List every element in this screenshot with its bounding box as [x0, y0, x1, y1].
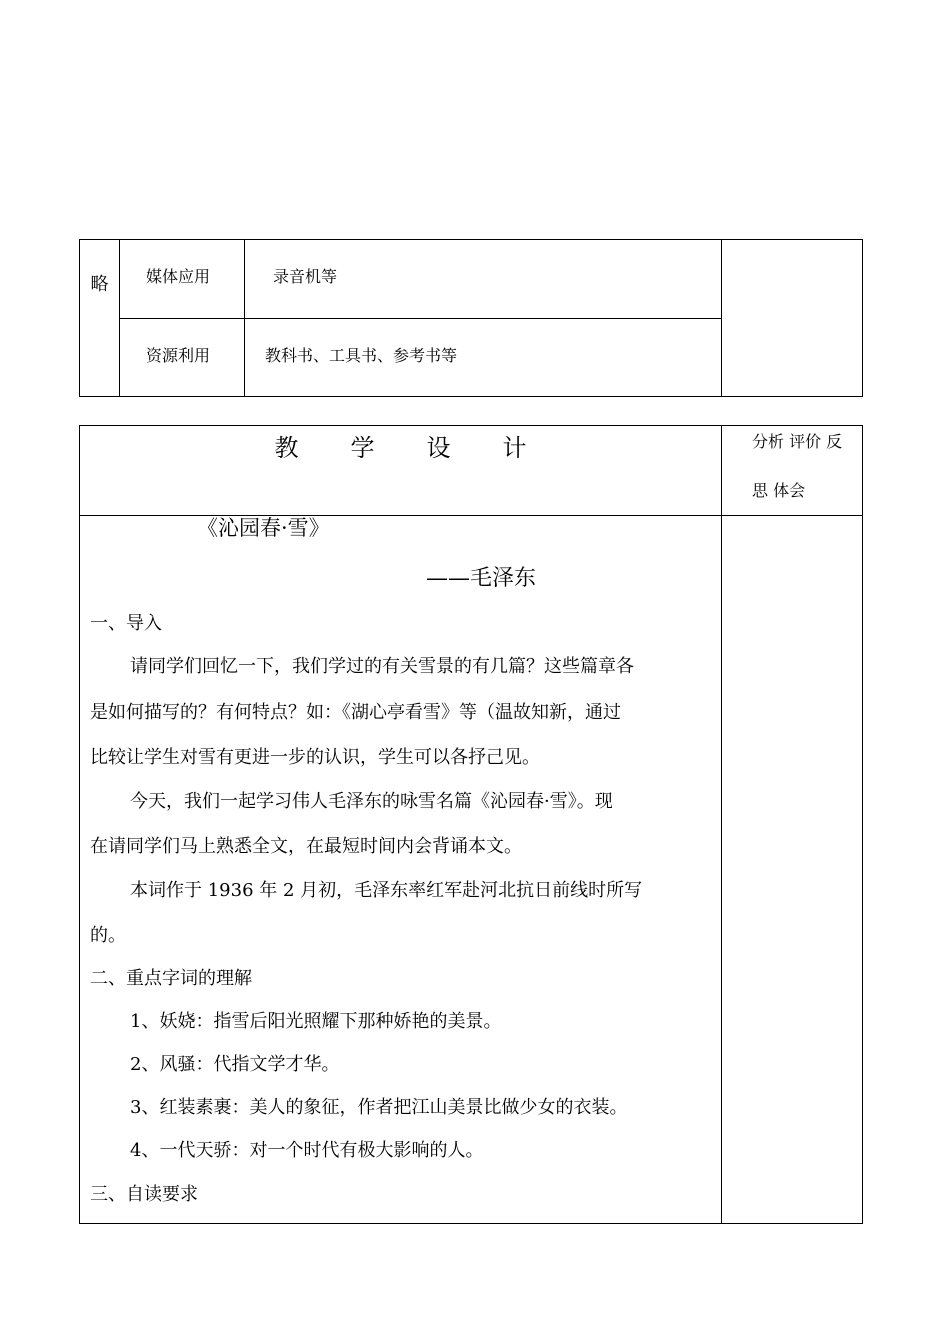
word-item-4: 4、一代天骄：对一个时代有极大影响的人。 — [130, 1140, 484, 1161]
intro-p2-line2: 在请同学们马上熟悉全文，在最短时间内会背诵本文。 — [90, 836, 522, 857]
intro-p3-line1: 本词作于 1936 年 2 月初，毛泽东率红军赴河北抗日前线时所写 — [130, 880, 643, 901]
resource-value: 教科书、工具书、参考书等 — [265, 346, 458, 365]
side-label-cell — [80, 240, 120, 397]
resource-label: 资源利用 — [146, 346, 211, 365]
intro-p1-line3: 比较让学生对雪有更进一步的认识，学生可以各抒己见。 — [90, 747, 540, 768]
resources-notes-cell — [722, 240, 863, 397]
media-value: 录音机等 — [273, 267, 338, 286]
poem-title: 《沁园春·雪》 — [197, 516, 330, 540]
design-table — [79, 425, 863, 1224]
resources-table — [79, 239, 863, 397]
side-header-line1: 分析 评价 反 — [752, 432, 843, 451]
word-item-1: 1、妖娆：指雪后阳光照耀下那种娇艳的美景。 — [130, 1011, 502, 1032]
intro-p1-line1: 请同学们回忆一下，我们学过的有关雪景的有几篇？这些篇章各 — [130, 656, 634, 677]
media-value-cell — [245, 240, 722, 319]
poem-author: ——毛泽东 — [426, 566, 537, 591]
word-item-3: 3、红装素裹：美人的象征，作者把江山美景比做少女的衣装。 — [130, 1097, 628, 1118]
design-title-cell — [80, 426, 722, 516]
intro-heading: 一、导入 — [90, 613, 162, 634]
side-header-line2: 思 体会 — [752, 481, 806, 500]
side-label: 略 — [90, 274, 109, 295]
resource-label-cell — [120, 319, 245, 397]
media-label: 媒体应用 — [146, 267, 211, 286]
media-label-cell — [120, 240, 245, 319]
side-header-cell — [722, 426, 863, 516]
intro-p3-line2: 的。 — [90, 925, 126, 946]
lesson-content-cell — [80, 516, 722, 1224]
reflection-cell — [722, 516, 863, 1224]
word-item-2: 2、风骚：代指文学才华。 — [130, 1054, 340, 1075]
design-title: 教学设计 — [274, 434, 579, 462]
intro-p2-line1: 今天，我们一起学习伟人毛泽东的咏雪名篇《沁园春·雪》。现 — [130, 791, 613, 812]
intro-p1-line2: 是如何描写的？有何特点？如：《湖心亭看雪》等（温故知新，通过 — [90, 702, 621, 723]
resource-value-cell — [245, 319, 722, 397]
reading-heading: 三、自读要求 — [90, 1184, 198, 1205]
words-heading: 二、重点字词的理解 — [90, 968, 252, 989]
